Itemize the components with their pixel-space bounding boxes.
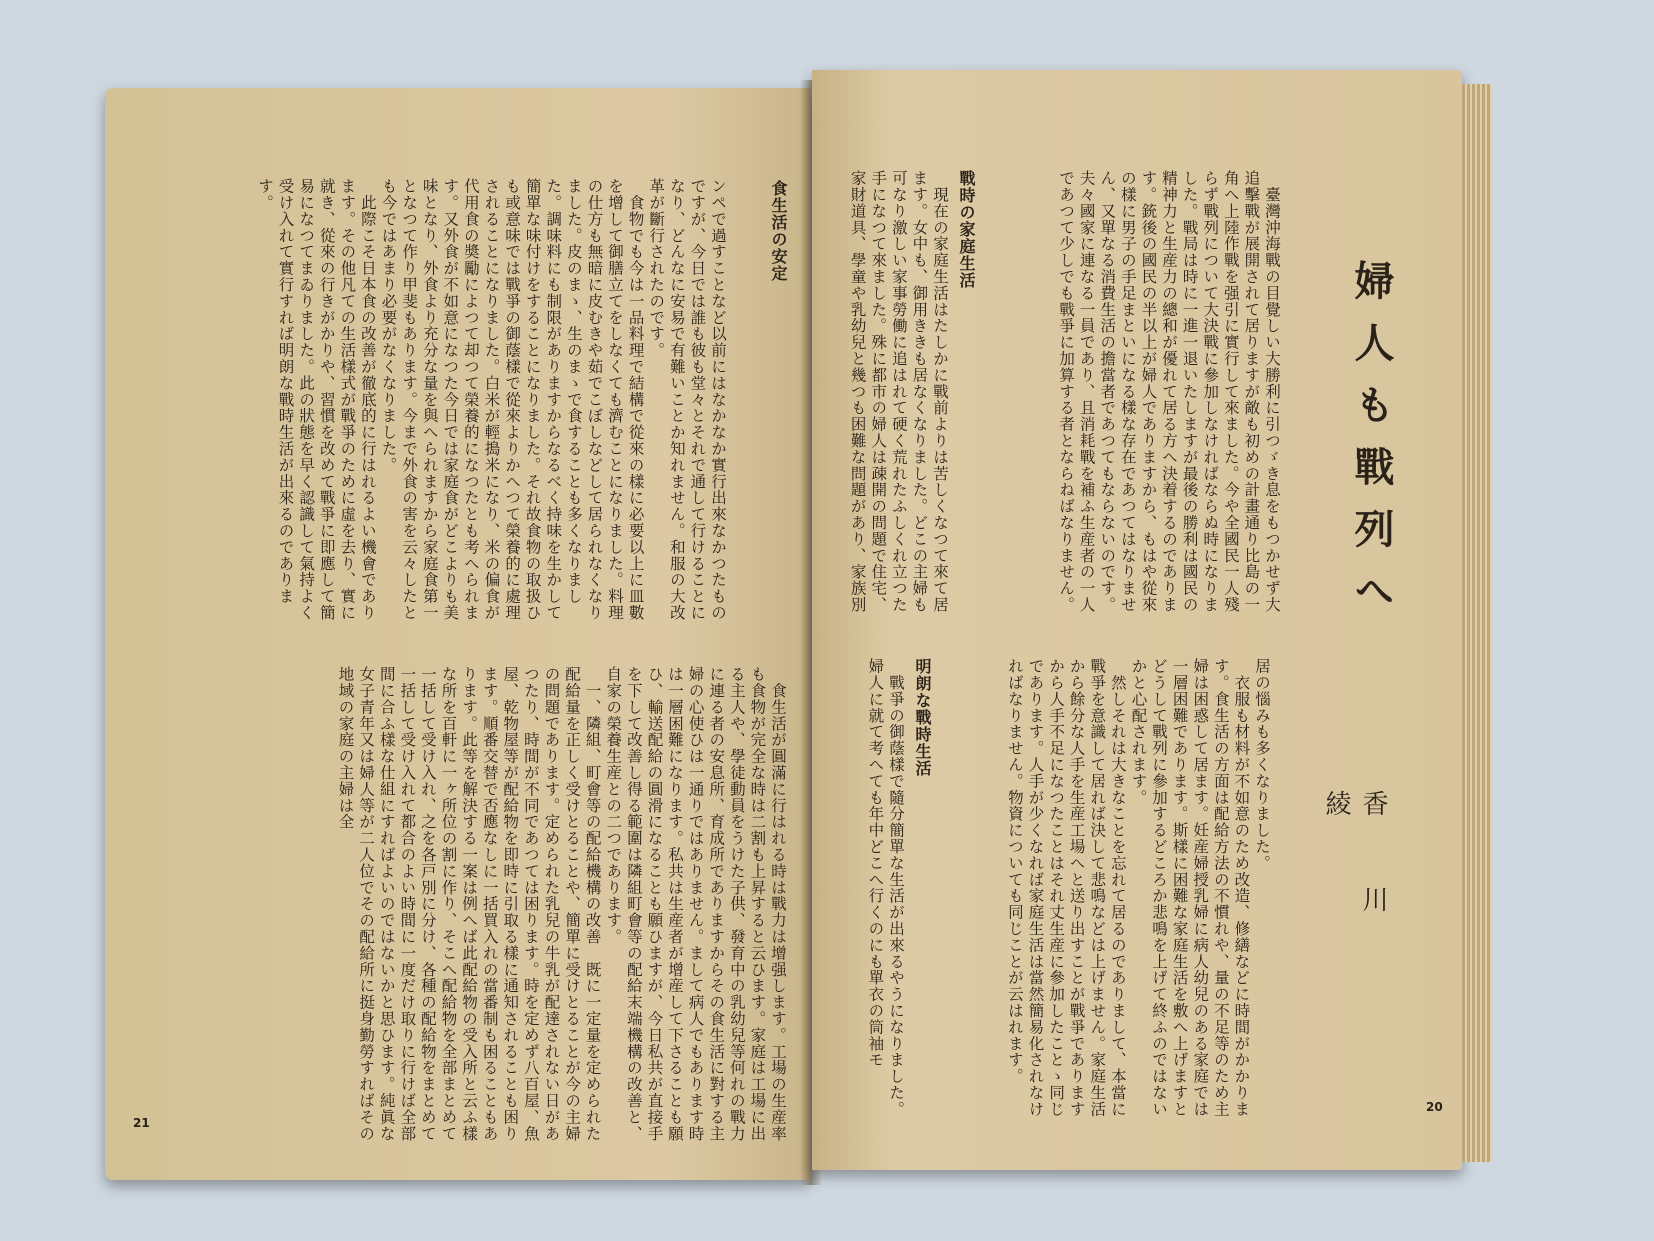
right-page-number: 20 — [1426, 1100, 1443, 1114]
right-heading-bright-life: 明朗な戰時生活 — [913, 658, 932, 777]
right-lower-text: 居の惱みも多くなりました。 衣服も材料が不如意のため改造、修繕などに時間がかかります。食生活の方面は配給方法の不慣れや、量の不足等のため主婦は困惑して居ます。妊産婦授乳婦に病人幼兒のある家庭では一層困難であります。斯樣に困難な家庭生活を敷へ上げますとどうして戰列に參加するどころか悲鳴を上げて終ふのではないかと心配されます。 然しそれは大きなことを忘れて居るのでありまして、本當に戰爭を意識して居れば決して悲鳴などは上げません。家庭生活から餘分な人手を生産工場へと送り出すことが戰爭でありますから人手不足になつたことはそれ丈生産に參加したことゝ同じであります。人手が少くなれば家庭生活は當然簡易化されなければなりません。物資についても同じことが云はれます。 — [1005, 658, 1271, 1118]
open-book — [100, 70, 1540, 1190]
right-heading-wartime-home: 戰時の家庭生活 — [957, 170, 976, 289]
left-heading-food-stability: 食生活の安定 — [769, 180, 788, 282]
left-page — [105, 88, 810, 1180]
right-upper-text: 臺灣沖海戰の目覺しい大勝利に引つゞき息をもつかせず大追擊戰が展開されて居りますが敵も初めの計畫通り比島の一角へ上陸作戰を强引に實行して來ました。今や全國民一人殘らず戰列について大決戰に參加しなければならぬ時になりました。戰局は時に一進一退いたしますが最後の勝利は國民の精神力と生産力の總和が優れて居る方へ決着するのであります。銃後の國民の半以上が婦人でありますから、もはや從來の樣に男子の手足まといになる樣な存在であつてはなりません、又單なる消費生活の擔當者であつてもならないのです。夫々國家に連なる一員であり、且消耗戰を補ふ生産者の一人であつて少しでも戰爭に加算する者とならねばなりません。 — [1057, 170, 1281, 613]
left-lower-text: 食生活が圓滿に行はれる時は戰力は增强します。工場の生産率も食物が完全な時は二割も上昇すると云ひます。家庭は工場に出る主人や、學徒動員をうけた子供、發育中の乳幼兒等何れの戰力に連る者の安息所、育成所でありますからその食生活に對する主婦の心使ひは一通りではありません。まして病人でもあります時は一層困難になります。私共は生産者が增産して下さることも願ひ、輸送配給の圓滑になることも願ひますが、今日私共が直接手を下して改善し得る範圍は隣組町會等の配給末端機構の改善と、自家の榮養生産との二つであります。 一、隣組、町會等の配給機構の改善 既に一定量を定められた配給量を正しく受けとることや、簡單に受けとることが今の主婦の問題であります。定められた乳兒の牛乳が配達されない日があつたり、時間が不同であつては困ります。時を定めず八百屋、魚屋、乾物屋等が配給物を即時に引取る樣に通知されることも困ります。順番交替で否應なしに一括買入れの當番制も困ることもあります。此等を解決する一案は例へば此配給物の受入所と云ふ樣な所を百軒に一ヶ所位の割に作り、そこへ配給物を全部まとめて一括して受け入れ、之を各戸別に分け、各種の配給物をまとめて一括して受け入れて都合のよい時間に一度だけ取りに行けば全部間に合ふ樣な仕組にすればよいのではないかと思ひます。純眞な女子青年又は婦人等が二人位でその配給所に挺身勤勞すればその地域の家庭の主婦は全 — [336, 666, 787, 1142]
article-author: 香川綾 — [1321, 790, 1388, 982]
article-title: 婦人も戰列へ — [1348, 260, 1395, 632]
page-block-edge — [1462, 84, 1492, 1162]
right-lower-text-2: 戰爭の御蔭樣で隨分簡單な生活が出來るやうになりました。婦人に就て考へても年中どこへ行くのにも單衣の筒袖モ — [866, 658, 905, 1118]
left-page-number: 21 — [133, 1116, 150, 1130]
left-upper-text: ンペで過すことなど以前にはなかなか實行出來なかつたものですが、今日では誰も彼も堂々とそれで通して行けることになり、どんなに安易で有難いことか知れません。和服の大改革が斷行されたのです。 食物でも今は一品料理で結構で從來の樣に必要以上に皿數を增して御膳立てをしなくても濟むことになりました。料理の仕方も無暗に皮むきや茹でこぼしなどして居られなくなりました。皮のまゝ、生のまゝで食することも多くなりました。調味料にも制限がありますからなるべく持味を生かして簡單な味付けをすることになりました。それ故食物の取扱ひも或意味では戰爭の御蔭樣で從來よりかへつて榮養的に處理されることになりました。白米が輕搗米になり、米の偏食が代用食の奬勵によつて却つて榮養的になつたとも考へられます。又外食が不如意になつた今日では家庭食がどこよりも美味となり、外食より充分な量を與へられますから家庭食第一となつて作り甲斐もあります。今まで外食の害を云々したとも今ではあまり必要がなくなりました。 此際こそ日本食の改善が徹底的に行はれるよい機會であります。その他凡ての生活樣式が戰爭のために虛を去り、實に就き、從來の行きがかりや、習慣を改めて戰爭に即應して簡易になつてまゐりました。此の狀態を早く認識して氣持よく受け入れて實行すれば明朗な戰時生活が出來るのであります。 — [255, 178, 727, 621]
right-upper-text-2: 現在の家庭生活はたしかに戰前よりは苦しくなつて來て居ます。女中も、御用ききも居なくなりました。どこの主婦も可なり激しい家事勞働に追はれて硬く荒れたふしくれ立つた手になつて來ました。殊に都市の婦人は疎開の問題で住宅、家財道具、學童や乳幼兒と幾つも困難な問題があり、家族別 — [848, 170, 949, 613]
right-page — [812, 70, 1462, 1170]
